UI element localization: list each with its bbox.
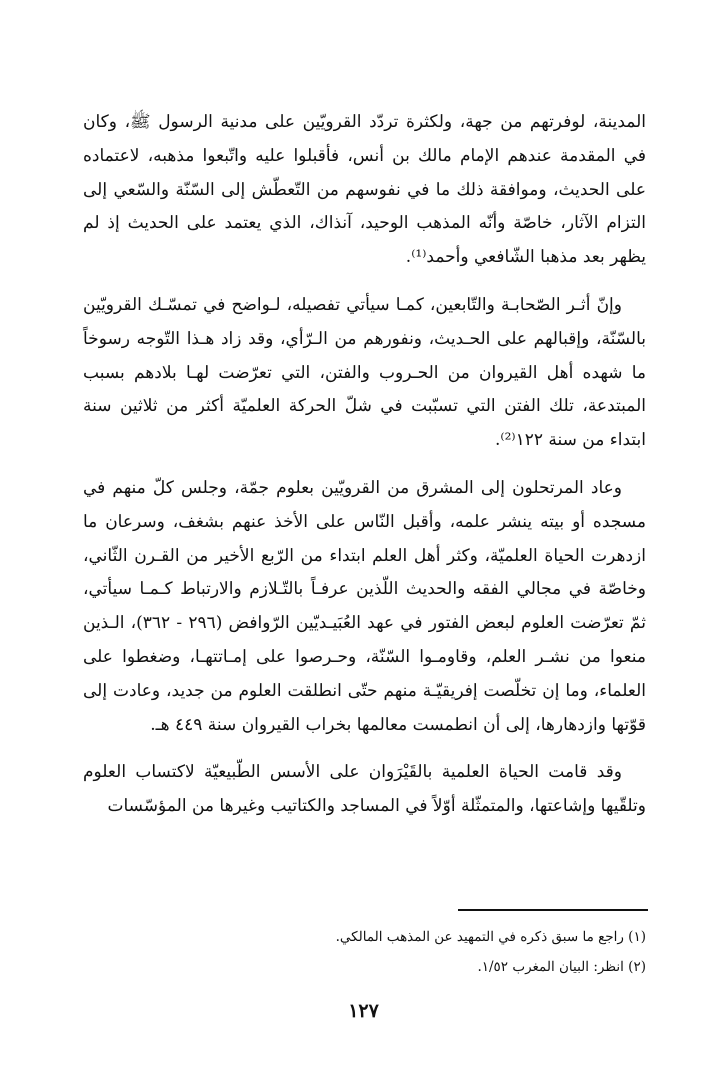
footnote-divider: [458, 909, 648, 911]
paragraph-1: المدينة، لوفرتهم من جهة، ولكثرة تردّد القرويّين على مدنية الرسول ﷺ، وكان في المقدمة عندهم الإمام مالك بن أنس، فأقبلوا عليه واتّبعوا مذهبه، لاعتماده على الحديث، وموافقة ذلك ما في نفوسهم من التّعطّش إلى السّنّة والسّعي إلى التزام الآثار، خاصّة وأنّه المذهب الوحيد، آنذاك، الذي يعتمد على الحديث إذ لم يظهر بعد مذهبا الشّافعي وأحمد⁽¹⁾.: [83, 112, 646, 268]
paragraph-3: وعاد المرتحلون إلى المشرق من القرويّين بعلوم جمّة، وجلس كلّ منهم في مسجده أو بيته ينشر علمه، وأقبل النّاس على الأخذ عنهم بشغف، وسرعان ما ازدهرت الحياة العلميّة، وكثر أهل العلم ابتداء من الرّبع الأخير من القـرن الثّاني، وخاصّة في مجالي الفقه والحديث اللّذين عرفـاً بالتّـلازم والارتباط كـمـا سيأتي، ثمّ تعرّضت العلوم لبعض الفتور في عهد العُبَيـديّين الرّوافض (٢٩٦ - ٣٦٢)، الـذين منعوا من نشـر العلم، وقاومـوا السّنّة، وحـرصوا على إمـاتتهـا، وضغطوا على العلماء، وما إن تخلّصت إفريقيّـة منهم حتّى انطلقت العلوم من جديد، وعادت إلى قوّتها وازدهارها، إلى أن انطمست معالمها بخراب القيروان سنة ٤٤٩ هـ.: [83, 477, 646, 735]
main-text: [83, 106, 646, 824]
footnote-2: (٢) انظر: البيان المغرب ١/٥٢.: [477, 959, 646, 975]
footnote-1: (١) راجع ما سبق ذكره في التمهيد عن المذهب المالكي.: [335, 929, 646, 945]
paragraph-2: وإنّ أثـر الصّحابـة والتّابعين، كمـا سيأتي تفصيله، لـواضح في تمسّـك القرويّين بالسّنّة، وإقبالهم على الحـديث، ونفورهم من الـرّأي، وقد زاد هـذا التّوجه رسوخاً ما شهده أهل القيروان من الحـروب والفتن، التي تعرّضت لهـا بلادهم بسبب المبتدعة، تلك الفتن التي تسبّبت في شلّ الحركة العلميّة أكثر من ثلاثين سنة ابتداء من سنة ١٢٢⁽²⁾.: [83, 294, 646, 451]
footnotes: [83, 922, 646, 982]
paragraph-4: وقد قامت الحياة العلمية بالقَيْرَوان على الأسس الطّبيعيّة لاكتساب العلوم وتلقّيها وإشاعتها، والمتمثّلة أوّلاً في المساجد والكتاتيب وغيرها من المؤسّسات: [83, 762, 646, 817]
page-number: ١٢٧: [348, 1000, 379, 1022]
